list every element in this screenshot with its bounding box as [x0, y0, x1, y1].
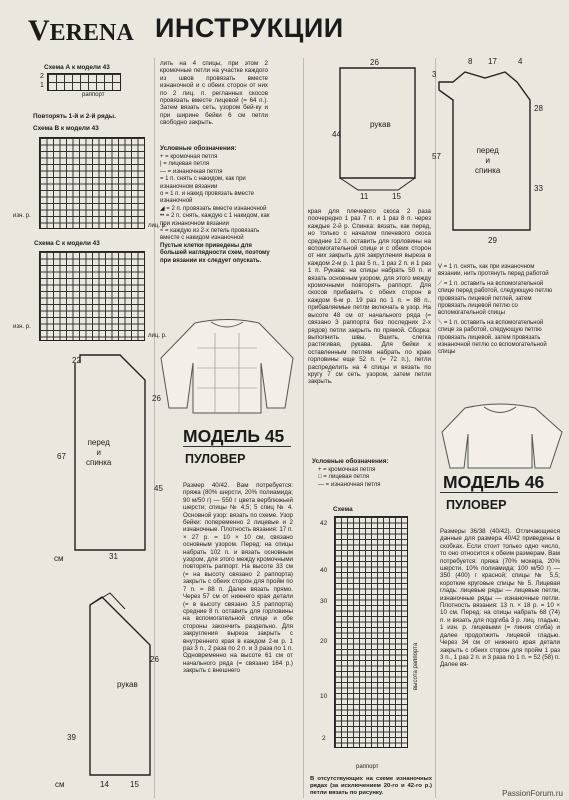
- scheme-c-grid: [39, 251, 145, 341]
- model-46-text: Размеры 36/38 (40/42). Отличающиеся данные для размера 40/42 приведены в скобках. Если стоит только одно число, то оно относится к обеим размерам. Вам потребуется: пряжа (70% мохера, 20% шерсти, 10% полиамида; 100 м/50 г) — 350 (400) г красной; спицы № 5,5; короткие круговые спицы № 5. Лицевая гладь: лицевые ряды — лицевые петли, изнаночные ряды — изнаночные петли. Плотность вязания: 13 п. × 18 р. = 10 × 10 см. Перед: на спицы набрать 68 (74) п. и вязать для подгиба 3 р. лиц. гладью, 1 изн. р. лицевыми (= линия сгиба) и далее продолжить лицевой гладью. Через 34 см от нижнего края детали закрыть с обеих сторон для пройм 1 раз 3 п., 1 раз 2 п. и 3 раза по 1 п. = 52 (58) п. Далее вя-: [440, 528, 560, 669]
- scheme-b-title: Схема В к модели 43: [33, 125, 99, 132]
- divider: [440, 492, 558, 493]
- sleeve-pattern-45: [20, 575, 180, 785]
- brand-logo: VERENA: [28, 14, 134, 47]
- front45-unit: см: [54, 554, 64, 563]
- sleeve45-dim-b: 15: [130, 780, 139, 789]
- scheme-title: Схема: [333, 506, 353, 513]
- sleeve45-dim-c: 39: [67, 733, 76, 742]
- column-rule: [303, 58, 304, 798]
- col2-legend-title: Условные обозначения:: [160, 145, 237, 152]
- front46-dim-w: 29: [488, 236, 497, 245]
- front46-dim-h1: 57: [432, 152, 441, 161]
- front46-dim-c: 4: [518, 57, 523, 66]
- scheme-row-10: 10: [320, 693, 328, 700]
- model-45-type: ПУЛОВЕР: [185, 452, 246, 466]
- legend-item: — = изнаночная петля: [160, 168, 223, 175]
- sleeve-top-label: рукав: [370, 120, 391, 129]
- front46-dim-h2: 28: [534, 104, 543, 113]
- sleeve-top-w: 26: [370, 58, 379, 67]
- scheme-row-20: 20: [320, 638, 328, 645]
- scheme-row-40: 40: [320, 567, 328, 574]
- scheme-row-30: 30: [320, 598, 328, 605]
- legend-note: Пустые клетки приведены для большей наглядности схем, поэтому при вязании их следует опускать.: [160, 242, 270, 264]
- column-rule: [435, 58, 436, 798]
- scheme-a-title: Схема А к модели 43: [44, 64, 110, 71]
- scheme-c-right-side: лиц. р.: [148, 333, 167, 339]
- model-45-text: Размер 40/42. Вам потребуется: пряжа (80% шерсти, 20% полиамида; 90 м/50 г) — 550 г цвета верблюжьей шерсти; спицы № 4,5; 5 спиц № 4. Основной узор: вязать по схеме. Узор бейки: попеременно 2 лицевые и 2 изнаночные. Плотность вязания: 17 п. × 27 р. = 10 × 10 см, связано основным узором. Перед: на спицы набрать 102 п. и вязать основным узором, для этого между кромочными повторять раппорт. На высоте 33 см (= на высоту связано 2 раппорта) закрыть с обеих сторон для пройм по 7 п. = 88 п. Далее вязать прямо. Через 57 см от нижнего края детали (= в высоту связано 3,5 раппорта) средние 8 п. оставить для горловины на вспомогательной спице и обе стороны закончить раздельно. Для закругления выреза закрыть с внутреннего края в каждом 2-м р. 1 раз 3 п., 2 раза по 2 п. и 3 раза по 1 п. Одновременно на высоте 61 см от начального ряда (= связано 164 р.) закрыть с внешнего: [183, 482, 293, 675]
- legend-item: V = 1 п. снять, как при изнаночном вязании, нить протянуть перед работой: [438, 264, 549, 278]
- rapport-height: высота раппорта: [413, 642, 419, 690]
- legend-item: + = кромочная петля: [160, 154, 218, 160]
- sleeve45-label: рукав: [117, 680, 138, 689]
- scheme-c-title: Схема С к модели 43: [34, 240, 100, 247]
- front46-dim-d: 3: [432, 70, 437, 79]
- front45-label: перед и спинка: [86, 438, 112, 467]
- legend-item: •• = 2 п. снять, каждую с 1 накидом, как при изнаночном вязании: [160, 213, 270, 227]
- legend-item: ⟋ = 1 п. оставить на вспомогательной спице перед работой, следующую петлю провязать лицевой петлей, затем провязать лицевой петлю со вспомогательной спицы: [438, 280, 553, 317]
- legend-item: | = лицевая петля: [160, 161, 210, 168]
- front45-dim-w: 31: [109, 552, 118, 561]
- front45-dim-c: 67: [57, 452, 66, 461]
- brand-rest: ERENA: [49, 20, 134, 46]
- model46-legend: [438, 264, 558, 357]
- front46-dim-b: 17: [488, 57, 497, 66]
- column-rule: [154, 58, 155, 798]
- main-scheme-grid: [334, 516, 408, 748]
- col2-legend: [160, 154, 272, 265]
- scheme-b-grid: [39, 137, 145, 229]
- sleeve-top-l: 44: [332, 130, 341, 139]
- model-46-title: МОДЕЛЬ 46: [443, 472, 545, 492]
- scheme-a-grid: [47, 73, 121, 91]
- front46-dim-a: 8: [468, 57, 473, 66]
- front46-dim-h3: 33: [534, 184, 543, 193]
- col3-legend: [318, 467, 430, 489]
- front45-dim-d: 45: [154, 484, 163, 493]
- legend-item: ◢ = 2 п. провязать вместе изнаночной: [160, 205, 267, 212]
- front46-label: перед и спинка: [475, 146, 501, 175]
- scheme-note: В отсутствующих на схеме изнаночных рядах (за исключением 20-го и 42-го р.) петли вязать по рисунку.: [310, 776, 432, 796]
- repeat-note: Повторять 1-й и 2-й ряды.: [33, 113, 116, 120]
- sleeve45-dim-w: 14: [100, 780, 109, 789]
- legend-item: + = кромочная петля: [318, 467, 376, 473]
- sleeve-top-a: 11: [360, 192, 369, 201]
- model-45-title: МОДЕЛЬ 45: [183, 426, 285, 446]
- legend-item: □ = лицевая петля: [318, 474, 370, 481]
- sweater-illustration-45: [155, 318, 300, 418]
- sweater-illustration-46: [440, 402, 565, 472]
- front45-dim-b: 26: [152, 394, 161, 403]
- col2-text: лить на 4 спицы, при этом 2 кромочные петли на участке каждого из швов провязать вместе изнаночной и с обеих сторон от них по 2 лиц. п. регланных скосов провязать вместе лицевой (= 64 п.). Затем вязать сеть, узором бей-ку и при ширине бейки 6 см петли свободно закрыть.: [160, 60, 268, 127]
- model-46-type: ПУЛОВЕР: [446, 498, 507, 512]
- sleeve-top-b: 15: [392, 192, 401, 201]
- main-scheme-rapport: раппорт: [356, 764, 379, 770]
- watermark: PassionForum.ru: [502, 789, 563, 798]
- legend-item: — = изнаночная петля: [318, 481, 381, 488]
- legend-item: = 1 п. снять с накидом, как при изнаночном вязании: [160, 176, 246, 190]
- col3-legend-title: Условные обозначения:: [312, 458, 389, 465]
- legend-item: ≈ = каждую из 2-х петель провязать вместе с накидом изнаночной: [160, 228, 260, 242]
- row-label-2: 2: [40, 73, 44, 80]
- scheme-b-wrong-side: изн. р.: [13, 213, 31, 219]
- legend-item: o = 1 п. и накид провязать вместе изнаночной: [160, 191, 254, 205]
- sleeve45-unit: см: [55, 780, 65, 789]
- scheme-b-right-side: лиц. р.: [148, 223, 167, 229]
- sleeve45-dim-d: 26: [150, 655, 159, 664]
- scheme-row-2: 2: [322, 735, 326, 742]
- front45-dim-a: 22: [72, 356, 81, 365]
- scheme-c-wrong-side: изн. р.: [13, 324, 31, 330]
- scheme-a-rapport: раппорт: [82, 92, 105, 98]
- legend-item: ⟍ = 1 п. оставить на вспомогательной спице за работой, следующую петлю провязать лицевой, затем провязать изнаночной петлю со вспомогательной спицы: [438, 319, 547, 356]
- page-title: ИНСТРУКЦИИ: [155, 13, 344, 43]
- col3-text: края для плечевого скоса 2 раза поочередно 1 раз 7 п. и 1 раз 8 п. через каждые 2-й р. Спинка: вязать, как перед, но только с началом плечевого скоса средние 12 п. оставить для горловины на вспомогательной спице и с обеих сторон от них закрыть для закругления выреза в каждом 2-м р. 1 раз 5 п., 1 раз 2 п. и 1 раз 1 п. Рукава: на спицы набрать 50 п. и вязать основным узором, для этого между кромочными повторять раппорт. Для скосов прибавить с обеих сторон в каждом 6-м р. 19 раз по 1 п. = 88 п., прибавляемые петли включать в узор. На высоте 48 см от начального ряда (= связано 3 раппорта без последних 2-х рядов) петли закрыть по прямой. Сборка: выполнить швы. Вшить, слегка растягивая, рукава. Для бейки к оставленным петлям набрать по краю горловины еще 52 п. (= 72 п.), петли распределить на 4 спицы и вязать по кругу 7 см сеть. узором, затем петли закрыть.: [308, 208, 431, 386]
- divider: [183, 446, 291, 447]
- scheme-row-42: 42: [320, 520, 328, 527]
- row-label-1: 1: [40, 82, 44, 89]
